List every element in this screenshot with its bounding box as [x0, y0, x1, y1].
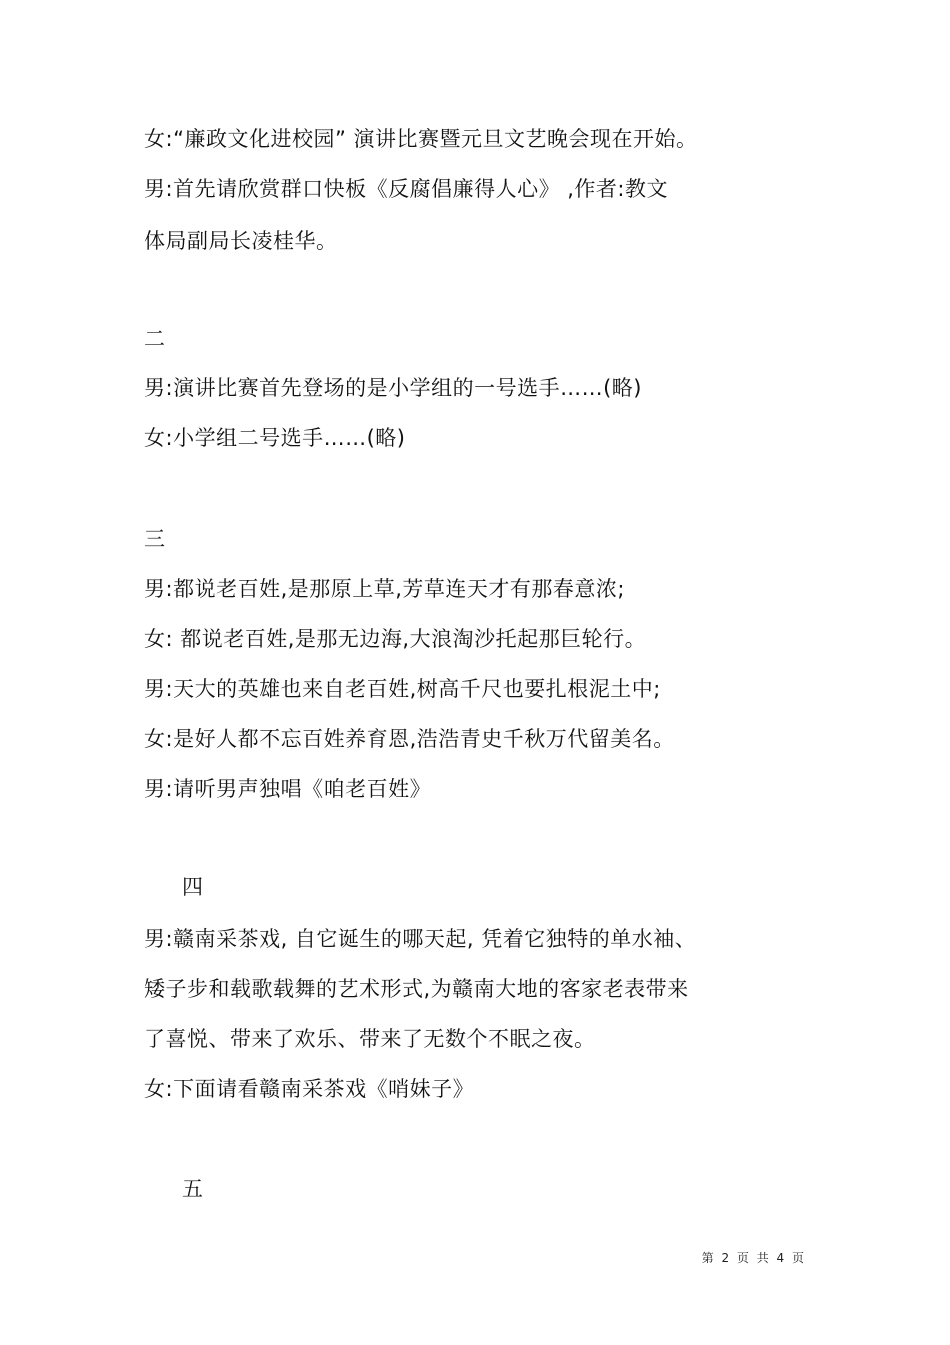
section-number: 三: [144, 527, 166, 551]
text-line: 矮子步和载歌载舞的艺术形式,为赣南大地的客家老表带来: [144, 977, 689, 1001]
text-line: 女:下面请看赣南采茶戏《哨妹子》: [144, 1077, 475, 1101]
section-number: 二: [144, 327, 166, 351]
text-line: 男:首先请欣赏群口快板《反腐倡廉得人心》 ,作者:教文: [144, 177, 668, 201]
text-line: 女:是好人都不忘百姓养育恩,浩浩青史千秋万代留美名。: [144, 727, 675, 751]
text-line: 男:都说老百姓,是那原上草,芳草连天才有那春意浓;: [144, 577, 625, 601]
text-line: 女: 都说老百姓,是那无边海,大浪淘沙托起那巨轮行。: [144, 627, 647, 651]
section-number: 四: [182, 875, 204, 899]
text-line: 了喜悦、带来了欢乐、带来了无数个不眠之夜。: [144, 1027, 596, 1051]
text-line: 女:“廉政文化进校园” 演讲比赛暨元旦文艺晚会现在开始。: [144, 127, 698, 151]
text-line: 男:请听男声独唱《咱老百姓》: [144, 777, 432, 801]
section-number: 五: [182, 1177, 204, 1201]
page-number-footer: 第 2 页 共 4 页: [701, 1251, 806, 1265]
text-line: 男:赣南采茶戏, 自它诞生的哪天起, 凭着它独特的单水袖、: [144, 927, 697, 951]
text-line: 男:天大的英雄也来自老百姓,树高千尺也要扎根泥土中;: [144, 677, 661, 701]
text-line: 女:小学组二号选手……(略): [144, 426, 406, 450]
text-line: 体局副局长凌桂华。: [144, 229, 338, 253]
text-line: 男:演讲比赛首先登场的是小学组的一号选手……(略): [144, 376, 642, 400]
